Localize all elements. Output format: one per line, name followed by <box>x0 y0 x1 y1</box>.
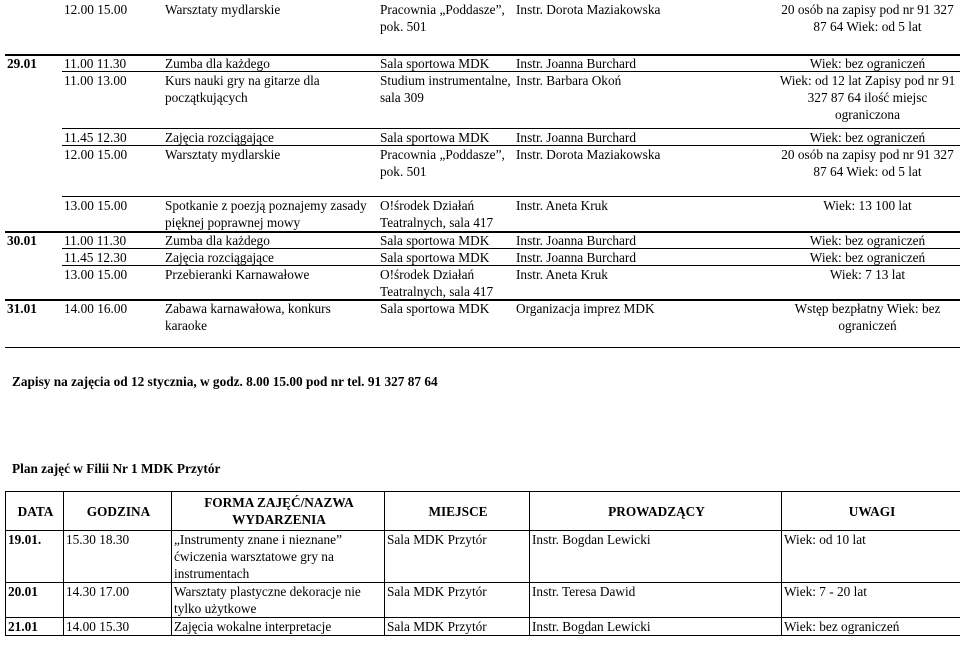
place-cell: Sala MDK Przytór <box>385 531 530 583</box>
date-cell: 29.01 <box>7 56 37 71</box>
notes-cell: Wiek: od 12 lat Zapisy pod nr 91 327 87 64 ilość miejsc ograniczona <box>779 73 956 122</box>
column-header-date: DATA <box>6 492 64 531</box>
place-cell: O!środek Działań Teatralnych, sala 417 <box>380 267 494 299</box>
place-cell: Sala MDK Przytór <box>385 618 530 636</box>
column-header-notes: UWAGI <box>782 492 960 531</box>
place-cell: Sala sportowa MDK <box>380 250 490 265</box>
time-cell: 15.30 18.30 <box>64 531 172 583</box>
time-cell: 11.45 12.30 <box>64 250 127 265</box>
activity-cell: „Instrumenty znane i nieznane” ćwiczenia warsztatowe gry na instrumentach <box>172 531 385 583</box>
place-cell: O!środek Działań Teatralnych, sala 417 <box>380 198 494 230</box>
place-cell: Sala sportowa MDK <box>380 233 490 248</box>
activity-cell: Przebieranki Karnawałowe <box>165 267 310 282</box>
instructor-cell: Instr. Joanna Burchard <box>516 130 637 145</box>
enrollment-note: Zapisy na zajęcia od 12 stycznia, w godz. 8.00 15.00 pod nr tel. 91 327 87 64 <box>12 374 438 389</box>
time-cell: 12.00 15.00 <box>64 2 128 17</box>
place-cell: Studium instrumentalne, sala 309 <box>380 73 511 105</box>
notes-cell: Wiek: 13 100 lat <box>823 198 912 213</box>
activity-cell: Warsztaty mydlarskie <box>165 2 281 17</box>
time-cell: 14.30 17.00 <box>64 583 172 618</box>
activity-cell: Warsztaty mydlarskie <box>165 147 281 162</box>
activity-cell: Zajęcia rozciągające <box>165 250 274 265</box>
notes-cell: Wiek: bez ograniczeń <box>809 56 926 71</box>
time-cell: 14.00 16.00 <box>64 301 128 316</box>
time-cell: 12.00 15.00 <box>64 147 128 162</box>
leader-cell: Instr. Bogdan Lewicki <box>530 531 782 583</box>
activity-cell: Kurs nauki gry na gitarze dla początkujących <box>165 73 320 105</box>
place-cell: Pracownia „Poddasze”, pok. 501 <box>380 2 505 34</box>
table-row <box>0 128 960 145</box>
instructor-cell: Instr. Joanna Burchard <box>516 233 637 248</box>
column-header-place: MIEJSCE <box>385 492 530 531</box>
instructor-cell: Instr. Joanna Burchard <box>516 250 637 265</box>
table-row <box>0 265 960 299</box>
notes-cell: Wiek: od 10 lat <box>782 531 960 583</box>
column-header-leader: PROWADZĄCY <box>530 492 782 531</box>
instructor-cell: Instr. Dorota Maziakowska <box>516 147 661 162</box>
table-row <box>6 531 960 583</box>
date-cell: 21.01 <box>6 618 64 636</box>
table-row <box>0 54 960 71</box>
table-row <box>0 196 960 231</box>
time-cell: 13.00 15.00 <box>64 198 128 213</box>
instructor-cell: Instr. Dorota Maziakowska <box>516 2 661 17</box>
column-header-time: GODZINA <box>64 492 172 531</box>
table-row <box>0 299 960 347</box>
notes-cell: 20 osób na zapisy pod nr 91 327 87 64 Wiek: od 5 lat <box>781 2 954 34</box>
table-row <box>0 145 960 196</box>
leader-cell: Instr. Bogdan Lewicki <box>530 618 782 636</box>
notes-cell: Wiek: bez ograniczeń <box>809 130 926 145</box>
date-cell: 19.01. <box>6 531 64 583</box>
instructor-cell: Organizacja imprez MDK <box>516 301 655 316</box>
notes-cell: Wiek: bez ograniczeń <box>809 233 926 248</box>
activity-cell: Zumba dla każdego <box>165 233 270 248</box>
notes-cell: Wiek: bez ograniczeń <box>782 618 960 636</box>
instructor-cell: Instr. Aneta Kruk <box>516 198 608 213</box>
activity-cell: Zumba dla każdego <box>165 56 270 71</box>
table-bottom-border <box>5 347 960 348</box>
table-row <box>0 231 960 248</box>
table-row <box>0 0 960 54</box>
notes-cell: Wiek: 7 - 20 lat <box>782 583 960 618</box>
notes-cell: 20 osób na zapisy pod nr 91 327 87 64 Wiek: od 5 lat <box>781 147 954 179</box>
table-row <box>0 71 960 128</box>
time-cell: 11.00 11.30 <box>64 56 127 71</box>
branch-schedule-table <box>5 491 960 636</box>
time-cell: 11.00 11.30 <box>64 233 127 248</box>
time-cell: 14.00 15.30 <box>64 618 172 636</box>
place-cell: Sala sportowa MDK <box>380 56 490 71</box>
activity-cell: Warsztaty plastyczne dekoracje nie tylko użytkowe <box>172 583 385 618</box>
notes-cell: Wiek: bez ograniczeń <box>809 250 926 265</box>
instructor-cell: Instr. Barbara Okoń <box>516 73 622 88</box>
table-row <box>0 248 960 265</box>
branch-title: Plan zajęć w Filii Nr 1 MDK Przytór <box>12 461 221 476</box>
time-cell: 11.00 13.00 <box>64 73 127 88</box>
activity-cell: Zabawa karnawałowa, konkurs karaoke <box>165 301 331 333</box>
activity-cell: Zajęcia wokalne interpretacje <box>172 618 385 636</box>
table-header-row <box>6 492 960 531</box>
table-row <box>6 583 960 618</box>
table-row <box>6 618 960 636</box>
activity-cell: Zajęcia rozciągające <box>165 130 274 145</box>
notes-cell: Wiek: 7 13 lat <box>829 267 906 282</box>
time-cell: 11.45 12.30 <box>64 130 127 145</box>
activity-cell: Spotkanie z poezją poznajemy zasady pięknej poprawnej mowy <box>165 198 367 230</box>
place-cell: Sala MDK Przytór <box>385 583 530 618</box>
instructor-cell: Instr. Aneta Kruk <box>516 267 608 282</box>
place-cell: Sala sportowa MDK <box>380 130 490 145</box>
leader-cell: Instr. Teresa Dawid <box>530 583 782 618</box>
time-cell: 13.00 15.00 <box>64 267 128 282</box>
instructor-cell: Instr. Joanna Burchard <box>516 56 637 71</box>
date-cell: 30.01 <box>7 233 37 248</box>
date-cell: 20.01 <box>6 583 64 618</box>
date-cell: 31.01 <box>7 301 37 316</box>
place-cell: Sala sportowa MDK <box>380 301 490 316</box>
column-header-form: FORMA ZAJĘĆ/NAZWA WYDARZENIA <box>172 492 385 531</box>
place-cell: Pracownia „Poddasze”, pok. 501 <box>380 147 505 179</box>
notes-cell: Wstęp bezpłatny Wiek: bez ograniczeń <box>794 301 941 333</box>
